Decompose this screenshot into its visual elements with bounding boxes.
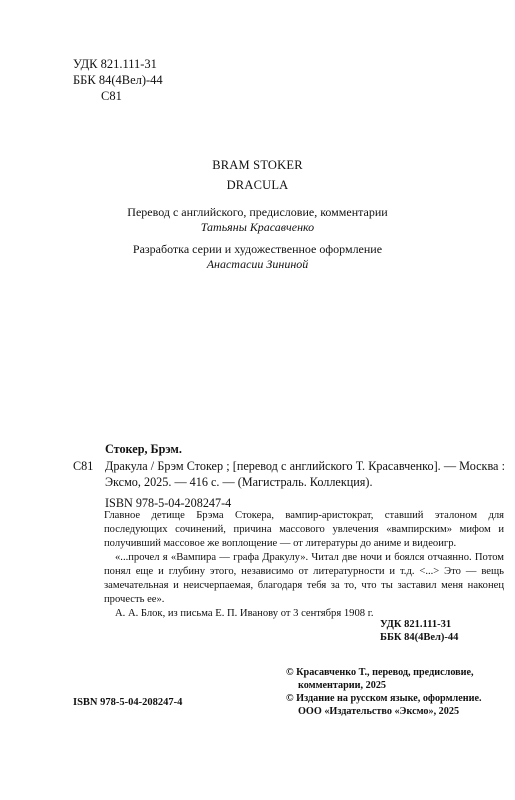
isbn-bottom: ISBN 978-5-04-208247-4 xyxy=(73,697,183,708)
bbk-code: ББК 84(4Вел)-44 xyxy=(380,632,459,643)
author-mark: С81 xyxy=(101,89,122,103)
udk-code: УДК 821.111-31 xyxy=(380,619,452,630)
copyright-line: ООО «Издательство «Эксмо», 2025 xyxy=(298,706,460,717)
annotation-paragraph: Главное детище Брэма Стокера, вампир-аристократ, ставший эталоном для последующих сочинений, причина массового увлечения «вампирским» мифом и получивший массовое же воплощение — от литературы до аниме и видеоигр. xyxy=(104,510,504,549)
copyright-line: © Красавченко Т., перевод, предисловие, xyxy=(286,667,474,678)
classification-codes xyxy=(73,56,163,104)
bbk-code: ББК 84(4Вел)-44 xyxy=(73,73,163,87)
credit-name: Татьяны Красавченко xyxy=(200,220,315,234)
designer-credit xyxy=(0,242,515,272)
credit-role: Перевод с английского, предисловие, комментарии xyxy=(127,205,388,219)
original-title: DRACULA xyxy=(226,178,289,192)
catalog-isbn: ISBN 978-5-04-208247-4 xyxy=(105,495,232,510)
original-author: BRAM STOKER xyxy=(212,158,303,172)
translator-credit xyxy=(0,205,515,235)
catalog-code: С81 xyxy=(73,458,94,473)
credit-role: Разработка серии и художественное оформление xyxy=(132,242,383,256)
copyright-line: комментарии, 2025 xyxy=(298,680,387,691)
annotation xyxy=(104,509,504,621)
udk-code: УДК 821.111-31 xyxy=(73,57,157,71)
annotation-quote: «...прочел я «Вампира — графа Дракулу». Читал две ночи и боялся отчаянно. Потом понял еще и глубину этого, независимо от литературности и т.д. <...> Это — вещь замечательная и неисчерпаемая, благодаря тебя за то, что ты заставил меня наконец прочесть ее». xyxy=(104,552,504,605)
catalog-author: Стокер, Брэм. xyxy=(105,442,182,456)
classification-codes-bottom xyxy=(380,618,458,644)
credit-name: Анастасии Зининой xyxy=(206,257,309,271)
copyright-block xyxy=(286,666,482,718)
annotation-source: А. А. Блок, из письма Е. П. Иванову от 3 сентября 1908 г. xyxy=(115,608,374,619)
catalog-description: Дракула / Брэм Стокер ; [перевод с английского Т. Красавченко]. — Москва : Эксмо, 2025. — 416 с. — (Магистраль. Коллекция). xyxy=(105,458,505,489)
catalog-record xyxy=(73,441,505,511)
copyright-line: © Издание на русском языке, оформление. xyxy=(286,693,482,704)
